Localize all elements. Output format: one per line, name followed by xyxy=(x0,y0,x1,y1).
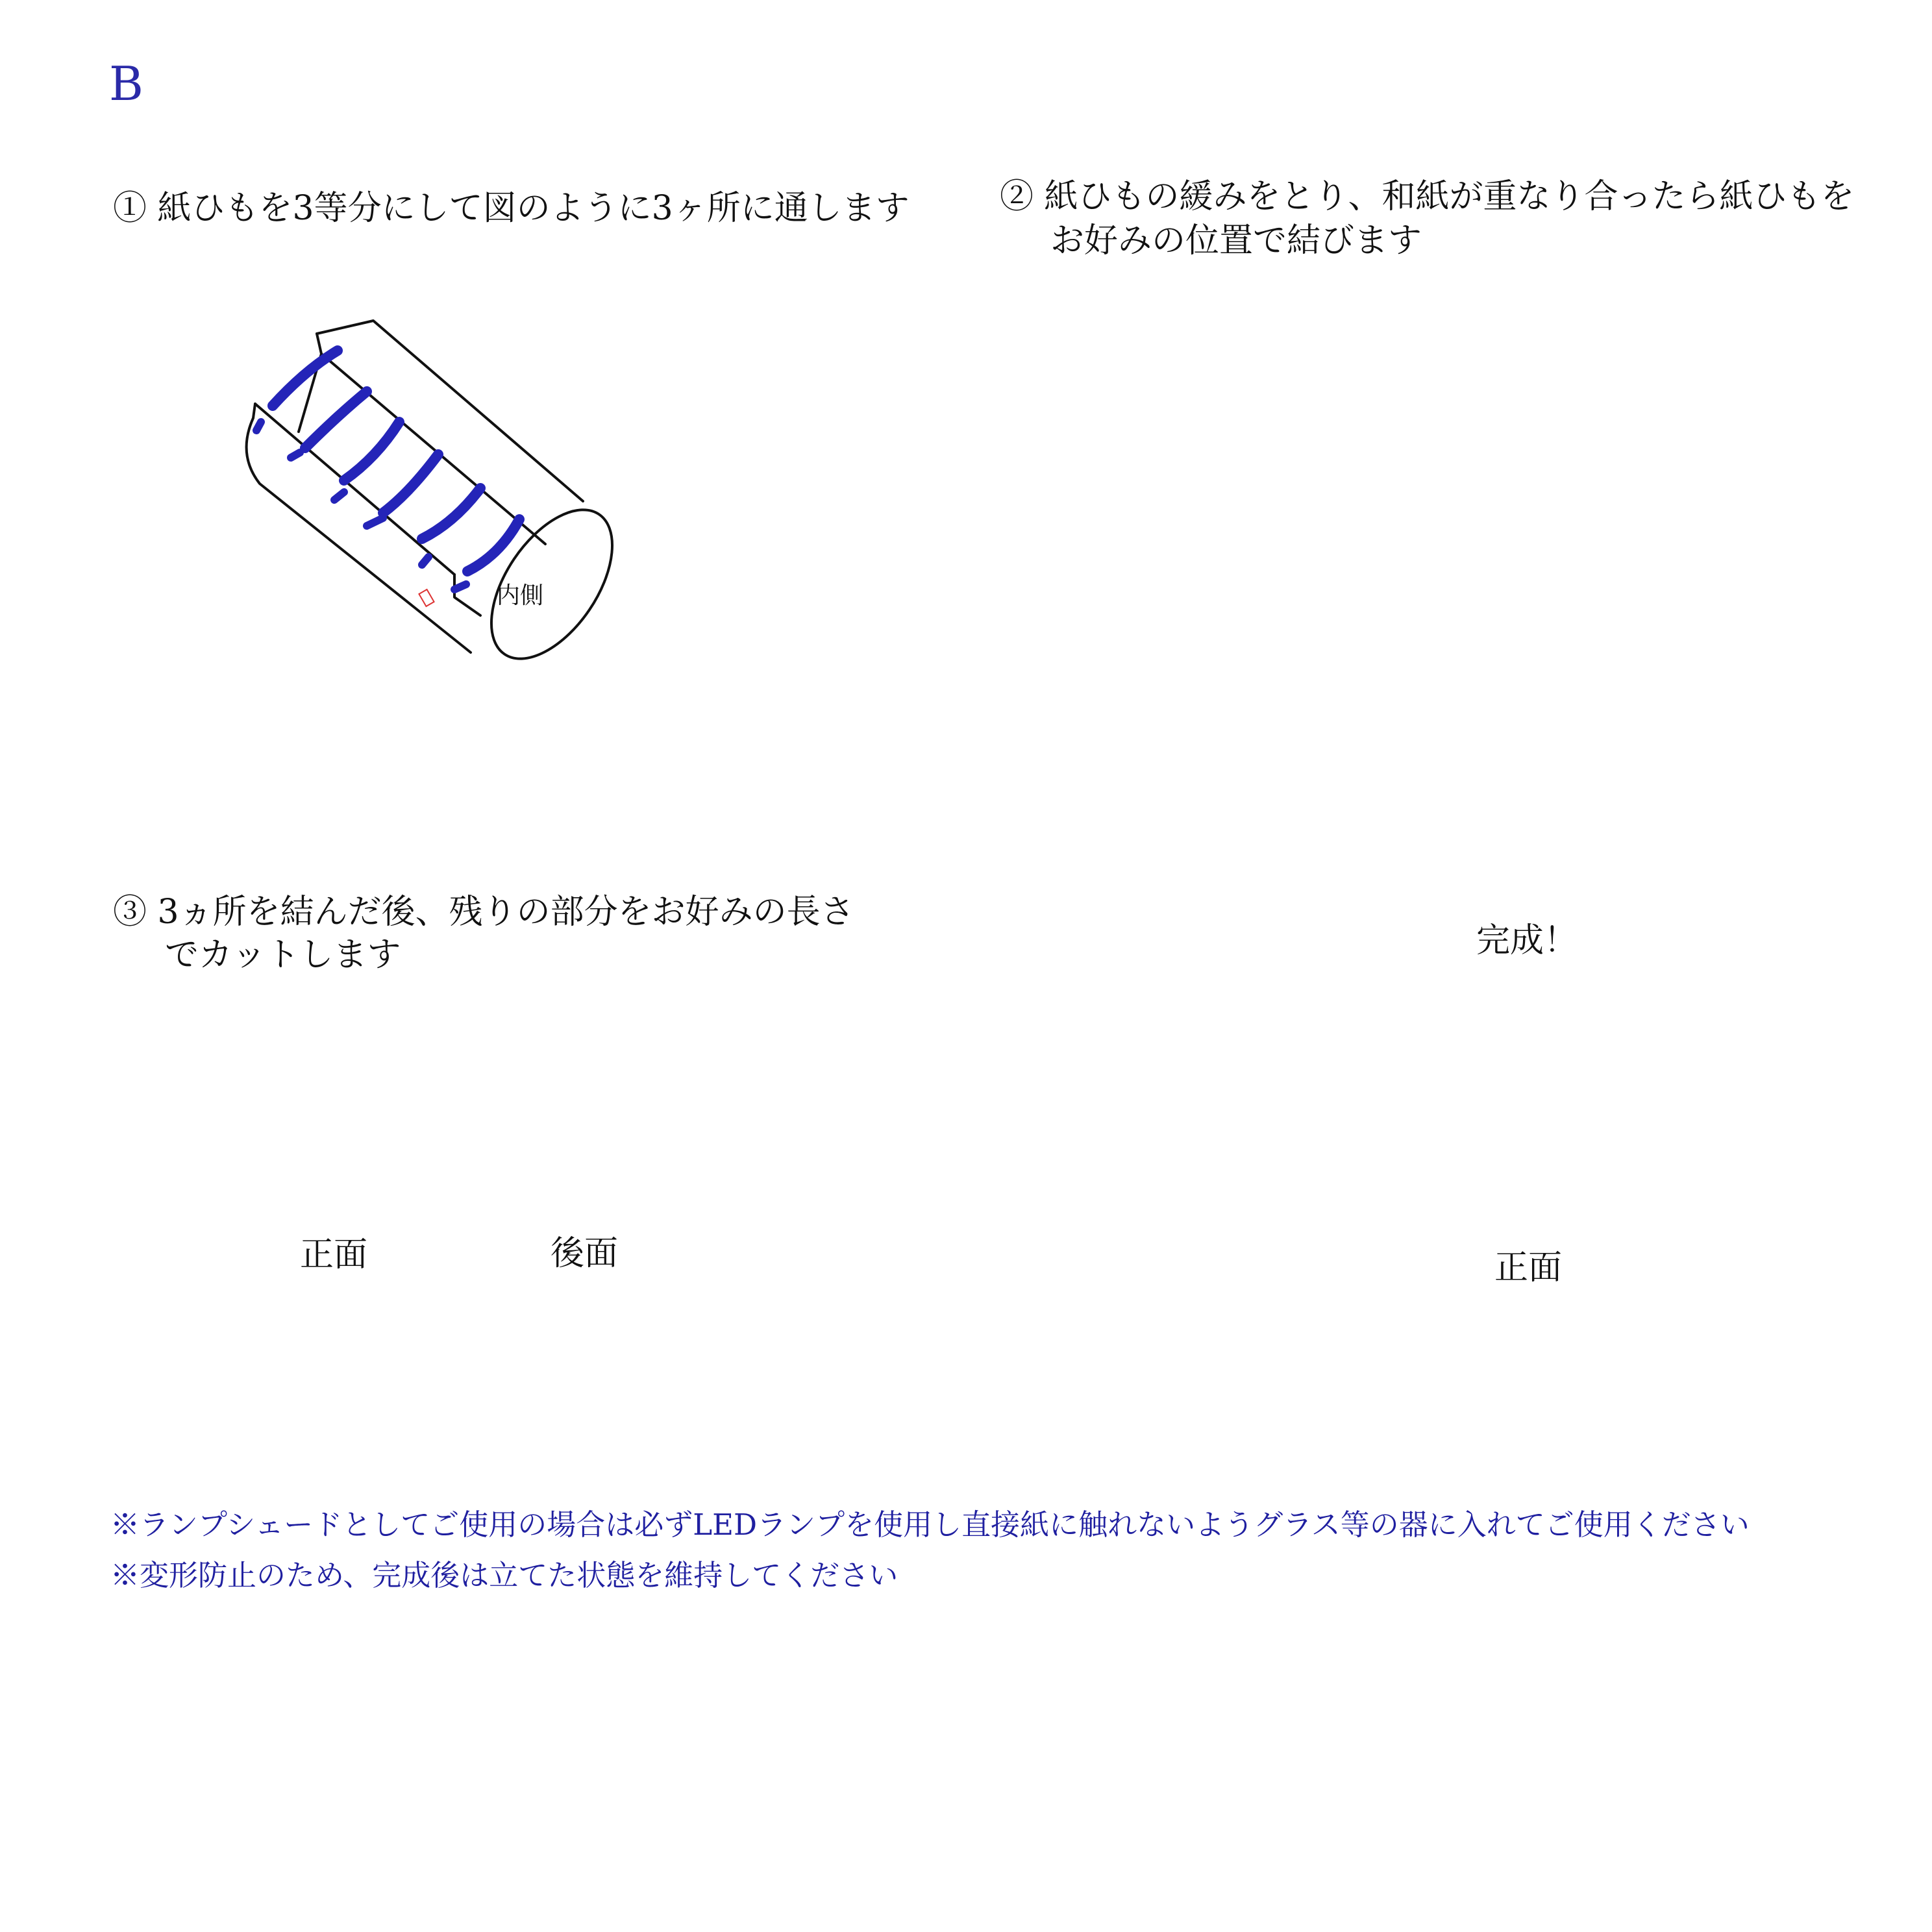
step3-line2: でカットします xyxy=(165,935,401,974)
final-front-label: 正面 xyxy=(1494,1248,1563,1287)
step1-marker: ① xyxy=(113,189,147,228)
step1-text: 紙ひもを3等分にして図のように3ヶ所に通します xyxy=(157,189,910,228)
step2-line1: 紙ひもの緩みをとり、和紙が重なり合ったら紙ひもを xyxy=(1044,177,1855,216)
complete-label: 完成！ xyxy=(1476,921,1578,960)
step2-marker: ② xyxy=(1000,177,1034,216)
note-led: ※ランプシェードとしてご使用の場合は必ずLEDランプを使用し直接紙に触れないようグラス等の器に入れてご使用ください xyxy=(110,1507,1750,1542)
front-label: 正面 xyxy=(300,1235,368,1274)
step3-line1: 3ヵ所を結んだ後、残りの部分をお好みの長さ xyxy=(157,893,854,932)
step1-illustration xyxy=(234,321,637,680)
back-label: 後面 xyxy=(551,1234,619,1273)
note-deformation: ※変形防止のため、完成後は立てた状態を維持してください xyxy=(110,1558,898,1592)
step2-line2: お好みの位置で結びます xyxy=(1050,221,1422,260)
inner-side-label: 内側 xyxy=(497,582,544,609)
step3-marker: ③ xyxy=(113,893,147,932)
variant-label: B xyxy=(109,56,143,111)
